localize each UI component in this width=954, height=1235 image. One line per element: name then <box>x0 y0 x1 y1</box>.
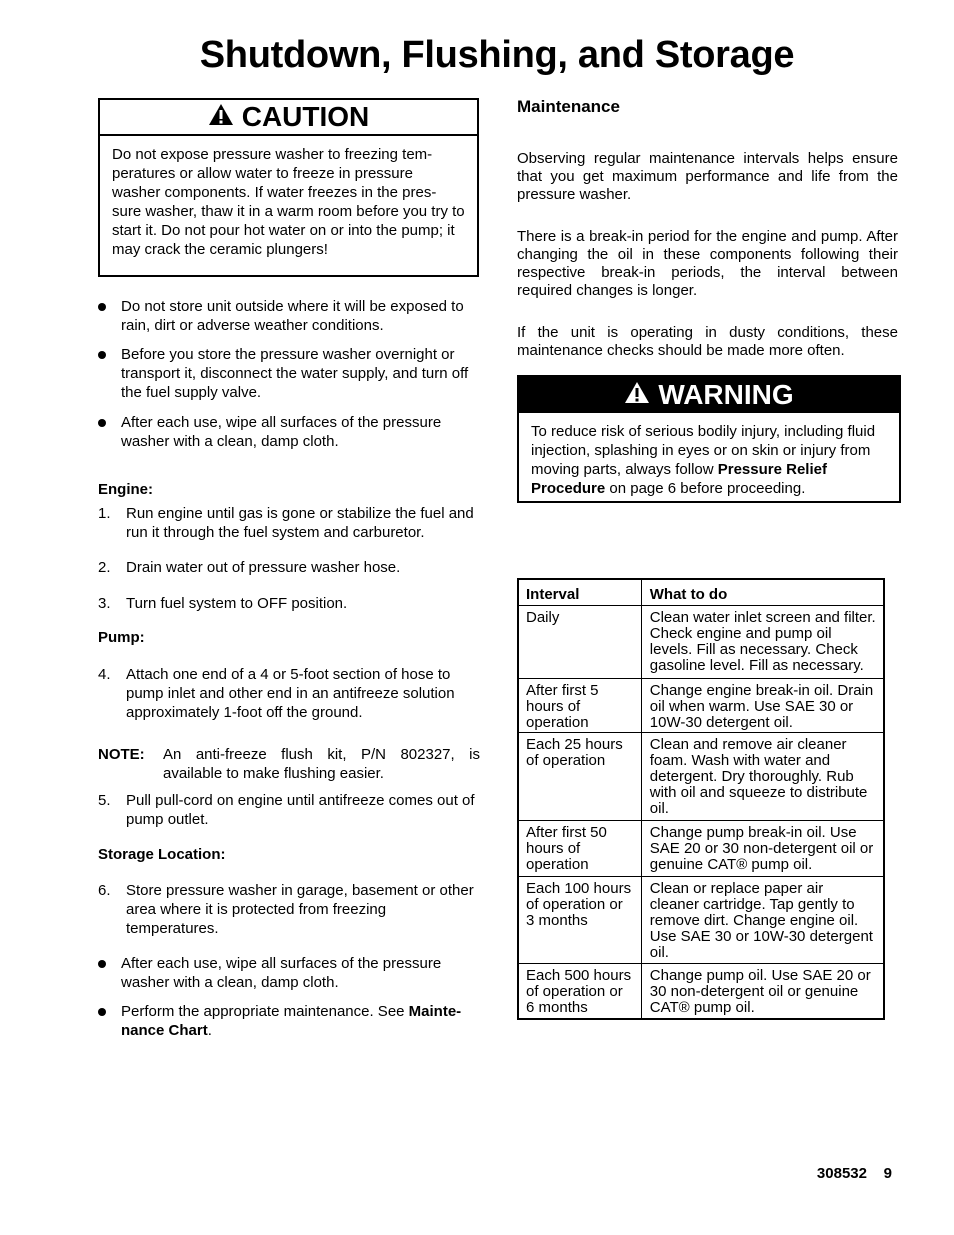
caution-heading: CAUTION <box>241 101 370 132</box>
table-header: What to do <box>641 579 884 606</box>
pump-heading: Pump: <box>98 629 145 646</box>
list-item: After each use, wipe all surfaces of the pressure washer with a clean, damp cloth. <box>98 413 480 451</box>
caution-header <box>100 100 477 136</box>
table-row: Each 25 hours of operation Clean and remove air cleaner foam. Wash with water and detergent. Dry thoroughly. Rub with oil and squeeze to distribute oil. <box>518 733 885 821</box>
list-item: 6. Store pressure washer in garage, basement or other area where it is protected from freezing temperatures. <box>98 882 474 937</box>
list-item: 3. Turn fuel system to OFF position. <box>98 595 348 612</box>
warning-triangle-icon <box>208 103 234 131</box>
list-item: Perform the appropriate maintenance. See Mainte-nance Chart. <box>98 1002 480 1040</box>
warning-header <box>519 377 899 413</box>
maintenance-table <box>517 578 885 1020</box>
list-item: 2. Drain water out of pressure washer hose. <box>98 559 401 576</box>
list-item: 5. Pull pull-cord on engine until antifreeze comes out of pump outlet. <box>98 792 475 828</box>
table-row: Daily Clean water inlet screen and filter. Check engine and pump oil levels. Fill as necessary. Check gasoline level. Fill as necessary. <box>518 606 885 679</box>
table-row: After first 5 hours of operation Change engine break-in oil. Drain oil when warm. Use SAE 30 or 10W-30 detergent oil. <box>518 679 885 733</box>
table-header: Interval <box>518 579 642 606</box>
storage-heading: Storage Location: <box>98 846 226 863</box>
page-number: 9 <box>883 1165 892 1182</box>
warning-heading: WARNING <box>658 379 794 410</box>
engine-heading: Engine: <box>98 481 153 498</box>
table-row: Each 500 hours of operation or 6 months Change pump oil. Use SAE 20 or 30 non-detergent oil or genuine CAT® pump oil. <box>518 964 885 1020</box>
maintenance-paragraph: If the unit is operating in dusty conditions, these maintenance checks should be made more often. <box>517 324 898 359</box>
list-item: 4. Attach one end of a 4 or 5-foot section of hose to pump inlet and other end in an antifreeze solution approximately 1-foot off the ground. <box>98 666 455 721</box>
page-title: Shutdown, Flushing, and Storage <box>199 34 795 76</box>
maintenance-heading: Maintenance <box>517 97 620 116</box>
maintenance-paragraph: There is a break-in period for the engine and pump. After changing the oil in these components following their respective break-in periods, the interval between required changes is longer. <box>517 228 898 299</box>
caution-text: Do not expose pressure washer to freezing tem-peratures or allow water to freeze in pressure washer components. If water freezes in the pres-sure washer, thaw it in a warm room before you try to start it. Do not pour hot water on or into the pump; it may crack the ceramic plungers! <box>112 146 465 258</box>
warning-text: To reduce risk of serious bodily injury, including fluid injection, splashing in eyes or on skin or injury from moving parts, always follow Pressure Relief Procedure on page 6 before proceeding. <box>531 423 876 497</box>
list-item: 1. Run engine until gas is gone or stabilize the fuel and run it through the fuel system and carburetor. <box>98 505 474 541</box>
warning-triangle-icon <box>624 381 650 409</box>
page-footer <box>817 1165 892 1182</box>
table-row: After first 50 hours of operation Change pump break-in oil. Use SAE 20 or 30 non-detergent oil or genuine CAT® pump oil. <box>518 821 885 877</box>
table-row: Each 100 hours of operation or 3 months Clean or replace paper air cleaner cartridge. Tap gently to remove dirt. Change engine oil. Use SAE 30 or 10W-30 detergent oil. <box>518 877 885 964</box>
warning-box <box>517 375 901 503</box>
list-item: Do not store unit outside where it will be exposed to rain, dirt or adverse weather conditions. <box>98 297 480 335</box>
maintenance-chart-reference: Mainte-nance Chart <box>121 1003 462 1039</box>
doc-number: 308532 <box>816 1165 867 1182</box>
caution-box <box>98 98 479 277</box>
maintenance-paragraph: Observing regular maintenance intervals helps ensure that you get maximum performance and life from the pressure washer. <box>517 150 898 203</box>
list-item: After each use, wipe all surfaces of the pressure washer with a clean, damp cloth. <box>98 954 480 992</box>
table-header-row <box>518 579 885 606</box>
note: NOTE: An anti-freeze flush kit, P/N 802327, is available to make flushing easier. <box>98 746 480 782</box>
list-item: Before you store the pressure washer overnight or transport it, disconnect the water supply, and turn off the fuel supply valve. <box>98 345 480 402</box>
